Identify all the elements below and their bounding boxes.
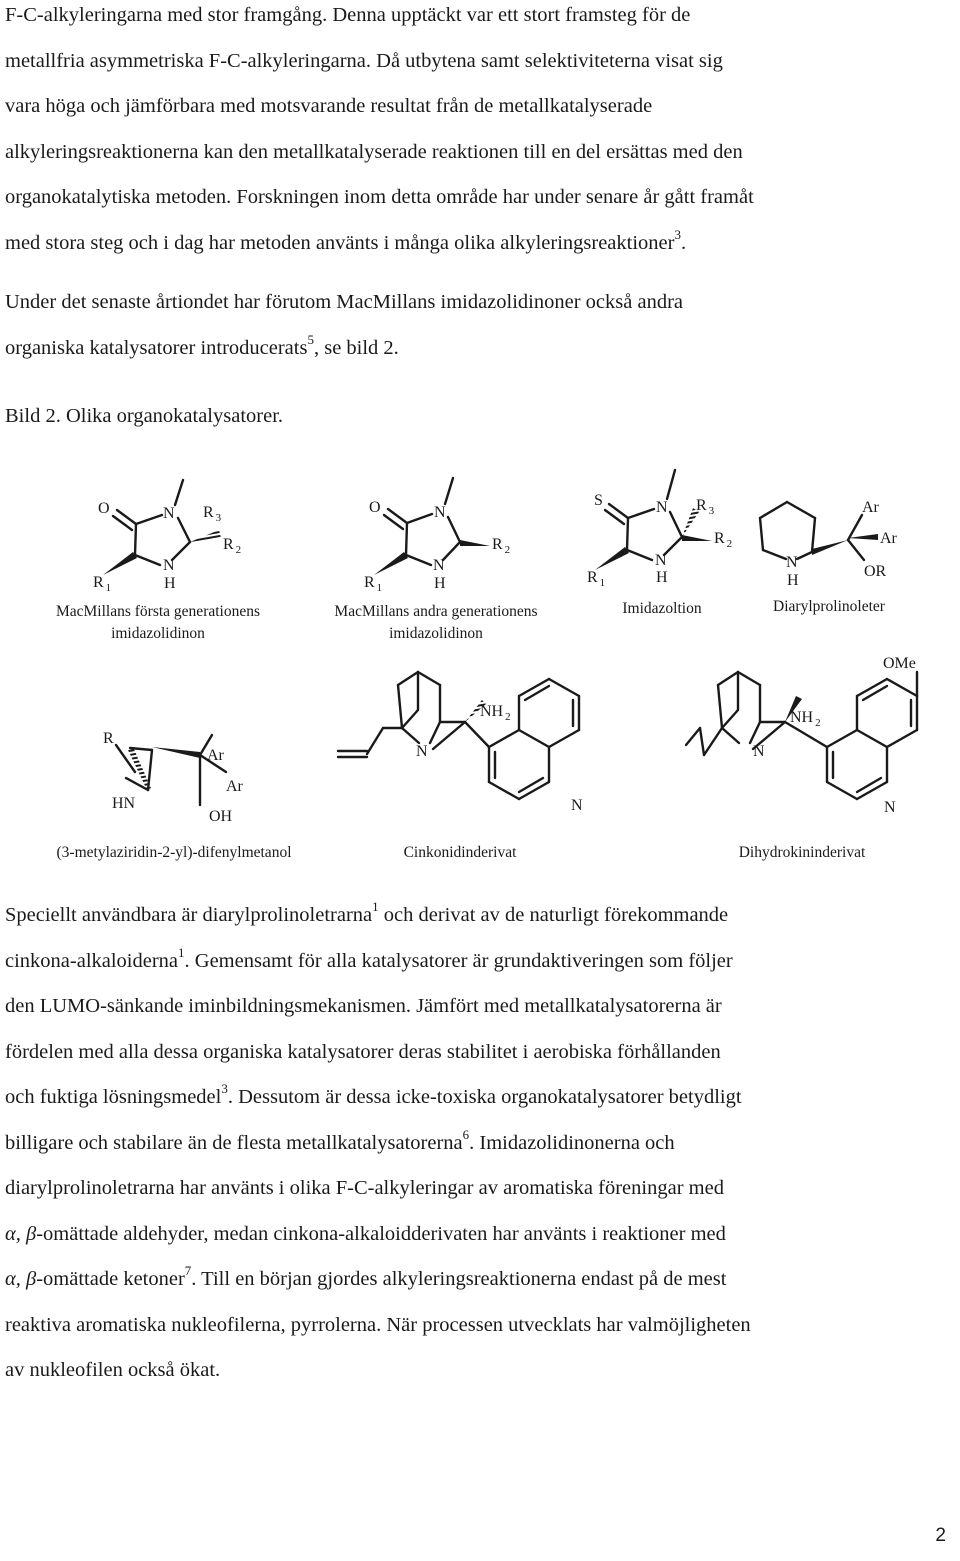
text-run: . xyxy=(680,231,687,254)
structure-caption: Diarylprolinoleter xyxy=(773,598,885,615)
structure-caption: imidazolidinon xyxy=(111,625,205,642)
group-r2: R $_2$ xyxy=(223,536,242,556)
text-line: Under det senaste årtiondet har förutom MacMillans imidazolidinoner också andra xyxy=(5,291,683,313)
greek-symbols: α, β xyxy=(5,1222,37,1245)
structure-aziridine xyxy=(57,730,292,861)
structure-caption: (3-metylaziridin-2-yl)-difenylmetanol xyxy=(56,844,292,861)
structure-macmillan-1 xyxy=(56,480,260,642)
atom-nitrogen: N xyxy=(163,557,175,574)
text-line: av nukleofilen också ökat. xyxy=(5,1359,221,1381)
atom-sulfur: S xyxy=(594,492,603,509)
atom-nitrogen: N xyxy=(571,797,583,814)
atom-hydrogen: H xyxy=(434,575,446,592)
atom-nitrogen: N xyxy=(884,799,896,816)
paragraph-3 xyxy=(5,893,950,1394)
figure-caption: Bild 2. Olika organokatalysatorer. xyxy=(5,405,284,427)
text-line: metallfria asymmetriska F-C-alkyleringarna. Då utbytena samt selektiviteterna visat sig xyxy=(5,49,723,72)
paragraph-2 xyxy=(5,280,950,371)
atom-nitrogen: N xyxy=(656,499,668,516)
citation-ref: 1 xyxy=(372,899,379,915)
atom-nitrogen: N xyxy=(433,557,445,574)
text-line xyxy=(5,1257,950,1303)
structure-macmillan-2 xyxy=(334,478,537,642)
page-number: 2 xyxy=(935,1525,946,1546)
text-line: reaktiva aromatiska nukleofilerna, pyrrolerna. När processen utvecklats har valmöjligheten xyxy=(5,1313,751,1336)
text-run: organiska katalysatorer introducerats xyxy=(5,336,308,359)
group-r1: R $_1$ xyxy=(93,574,112,594)
group-r: R xyxy=(103,730,114,747)
text-line: F-C-alkyleringarna med stor framgång. Denna upptäckt var ett stort framsteg för de xyxy=(5,4,691,26)
text-line xyxy=(5,221,950,267)
group-r1: R $_1$ xyxy=(364,574,383,594)
text-run: Speciellt användbara är diarylprolinoletrarna xyxy=(5,904,373,926)
structure-caption: MacMillans första generationens xyxy=(55,603,261,620)
text-line: fördelen med alla dessa organiska katalysatorer deras stabilitet i aerobiska förhållanden xyxy=(5,1040,721,1063)
structure-dihydroquinine xyxy=(686,655,917,861)
text-run: , se bild 2. xyxy=(313,336,399,359)
atom-nitrogen: N xyxy=(434,504,446,521)
structure-diarylprolinol xyxy=(760,499,898,615)
group-r1: R $_1$ xyxy=(587,569,606,589)
group-aryl: Ar xyxy=(226,778,243,795)
structure-caption: Imidazoltion xyxy=(622,600,702,617)
group-aryl: Ar xyxy=(862,499,879,516)
citation-ref: 7 xyxy=(184,1263,192,1279)
citation-ref: 3 xyxy=(221,1081,228,1097)
atom-hydrogen: H xyxy=(656,569,668,586)
text-run: och fuktiga lösningsmedel xyxy=(5,1086,222,1108)
greek-symbols: α, β xyxy=(5,1268,37,1290)
group-oh: OH xyxy=(209,808,233,825)
structure-caption: Cinkonidinderivat xyxy=(403,844,517,861)
text-line: diarylprolinoletrarna har använts i olika F-C-alkyleringar av aromatiska föreningar med xyxy=(5,1177,724,1199)
group-r3: R $_3$ xyxy=(696,497,715,517)
text-line xyxy=(5,1212,950,1258)
structure-caption: Dihydrokininderivat xyxy=(738,844,866,861)
citation-ref: 5 xyxy=(307,331,314,347)
text-line xyxy=(5,939,950,985)
text-run: . Till en början gjordes alkyleringsreaktionerna endast på de mest xyxy=(191,1268,727,1290)
text-line xyxy=(5,1121,950,1167)
paragraph-1 xyxy=(5,0,950,266)
text-run: och derivat av de naturligt förekommande xyxy=(378,904,729,926)
citation-ref: 6 xyxy=(462,1126,470,1142)
group-r2: R $_2$ xyxy=(714,530,733,550)
text-line xyxy=(5,326,950,372)
atom-nh: HN xyxy=(112,795,136,812)
text-line: den LUMO-sänkande iminbildningsmekanismen. Jämfört med metallkatalysatorerna är xyxy=(5,995,722,1017)
citation-ref: 3 xyxy=(674,226,681,242)
text-run: . Gemensamt för alla katalysatorer är grundaktiveringen som följer xyxy=(184,949,733,972)
group-methoxy: OMe xyxy=(883,655,916,672)
atom-hydrogen: H xyxy=(787,572,799,589)
text-run: . Imidazolidinonerna och xyxy=(469,1131,675,1154)
structure-cinchonidine xyxy=(338,672,583,861)
atom-nitrogen: N xyxy=(416,743,428,760)
text-line xyxy=(5,893,950,939)
text-line: vara höga och jämförbara med motsvarande resultat från de metallkatalyserade xyxy=(5,95,653,117)
catalyst-structures-figure xyxy=(0,460,960,870)
text-run: med stora steg och i dag har metoden använts i många olika alkyleringsreaktioner xyxy=(5,231,675,254)
text-run: -omättade aldehyder, medan cinkona-alkaloidderivaten har använts i reaktioner med xyxy=(36,1222,726,1245)
text-run: billigare och stabilare än de flesta metallkatalysatorerna xyxy=(5,1131,463,1154)
group-nh2: NH $_2$ xyxy=(480,703,511,723)
structure-caption: imidazolidinon xyxy=(389,625,483,642)
group-r3: R $_3$ xyxy=(203,504,222,524)
atom-oxygen: O xyxy=(98,500,110,517)
atom-nitrogen: N xyxy=(655,552,667,569)
text-run: -omättade ketoner xyxy=(36,1268,185,1290)
structure-caption: MacMillans andra generationens xyxy=(334,603,538,620)
text-line: alkyleringsreaktionerna kan den metallkatalyserade reaktionen till en del ersättas med den xyxy=(5,140,743,163)
text-run: . Dessutom är dessa icke-toxiska organokatalysatorer betydligt xyxy=(227,1086,742,1108)
atom-nitrogen: N xyxy=(163,505,175,522)
text-run: cinkona-alkaloiderna xyxy=(5,949,179,972)
text-line: organokatalytiska metoden. Forskningen inom detta område har under senare år gått framåt xyxy=(5,186,754,208)
group-or: OR xyxy=(864,563,887,580)
structure-imidazolthione xyxy=(587,470,732,617)
atom-nitrogen: N xyxy=(753,743,765,760)
atom-oxygen: O xyxy=(369,499,381,516)
atom-nitrogen: N xyxy=(786,554,798,571)
group-aryl: Ar xyxy=(880,530,897,547)
group-nh2: NH $_2$ xyxy=(790,709,821,729)
text-line xyxy=(5,1075,950,1121)
group-r2: R $_2$ xyxy=(492,536,511,556)
citation-ref: 1 xyxy=(178,944,185,960)
atom-hydrogen: H xyxy=(164,575,176,592)
group-aryl: Ar xyxy=(207,747,224,764)
